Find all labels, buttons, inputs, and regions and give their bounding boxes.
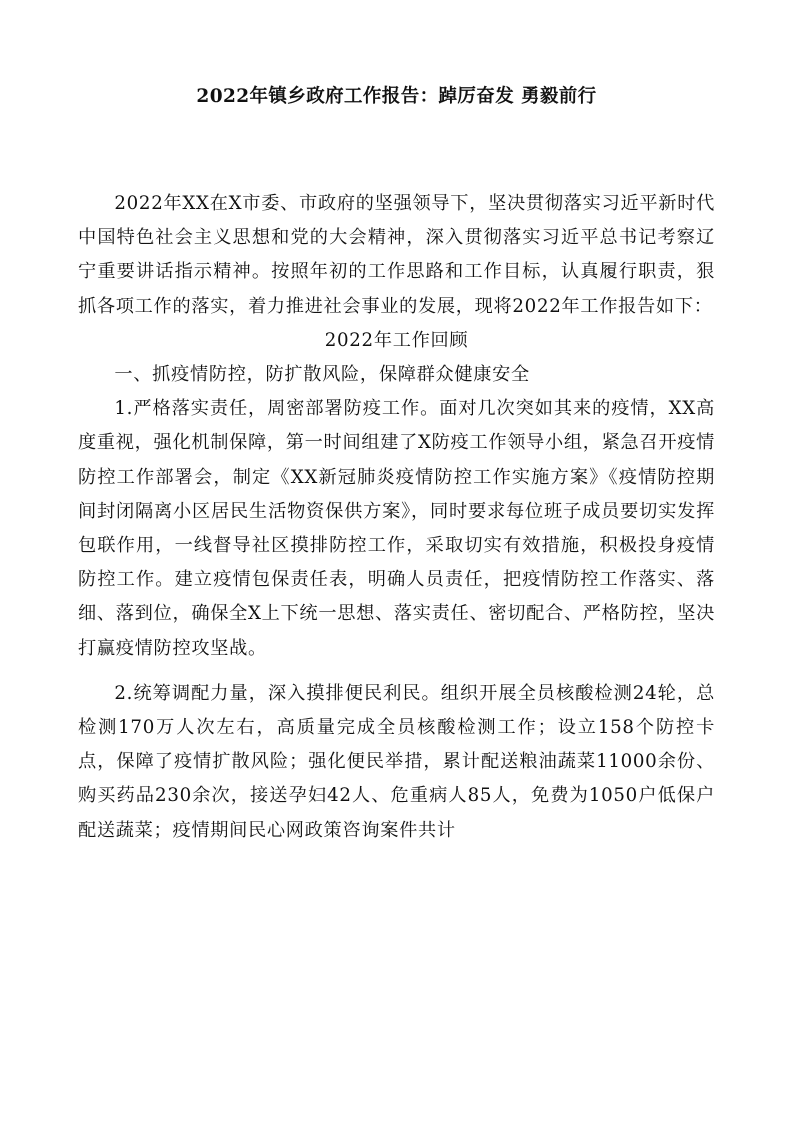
- point-1-paragraph: 1.严格落实责任，周密部署防疫工作。面对几次突如其来的疫情，XX高度重视，强化机制保障，第一时间组建了X防疫工作领导小组，紧急召开疫情防控工作部署会，制定《XX新冠肺炎疫情防控工作实施方案》《疫情防控期间封闭隔离小区居民生活物资保供方案》，同时要求每位班子成员要切实发挥包联作用，一线督导社区摸排防控工作，采取切实有效措施，积极投身疫情防控工作。建立疫情包保责任表，明确人员责任，把疫情防控工作落实、落细、落到位，确保全X上下统一思想、落实责任、密切配合、严格防控，坚决打赢疫情防控攻坚战。: [78, 398, 715, 659]
- point-2-paragraph: 2.统筹调配力量，深入摸排便民利民。组织开展全员核酸检测24轮，总检测170万人次左右，高质量完成全员核酸检测工作；设立158个防控卡点，保障了疫情扩散风险；强化便民举措，累计配送粮油蔬菜11000余份、购买药品230余次，接送孕妇42人、危重病人85人，免费为1050户低保户配送蔬菜；疫情期间民心网政策咨询案件共计: [78, 682, 715, 841]
- subsection-heading: 一、抓疫情防控，防扩散风险，保障群众健康安全: [114, 364, 530, 386]
- document-title: 2022年镇乡政府工作报告：踔厉奋发 勇毅前行: [196, 86, 597, 107]
- section-heading: 2022年工作回顾: [324, 329, 469, 351]
- intro-paragraph: 2022年XX在X市委、市政府的坚强领导下，坚决贯彻落实习近平新时代中国特色社会主义思想和党的大会精神，深入贯彻落实习近平总书记考察辽宁重要讲话指示精神。按照年初的工作思路和工作目标，认真履行职责，狠抓各项工作的落实，着力推进社会事业的发展，现将2022年工作报告如下：: [78, 193, 715, 317]
